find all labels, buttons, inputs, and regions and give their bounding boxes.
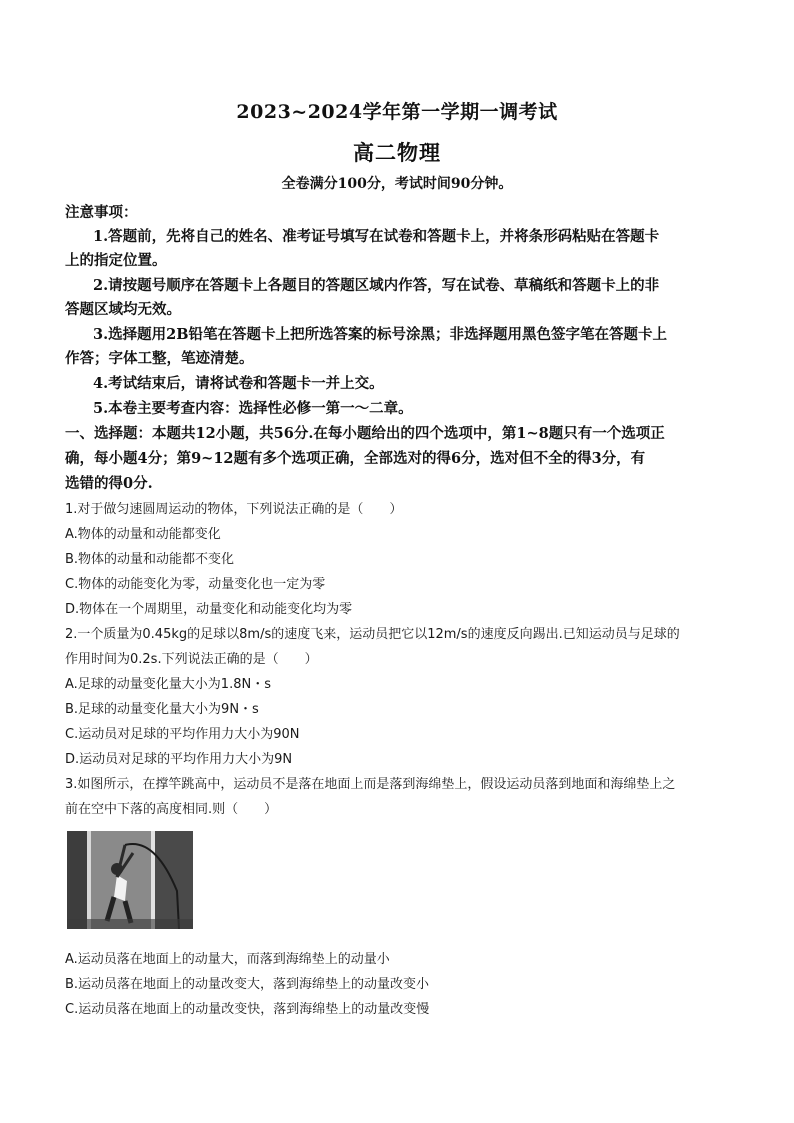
pole-vault-photo xyxy=(67,831,193,929)
question-2-option-d: D.运动员对足球的平均作用力大小为9N xyxy=(65,752,293,767)
note-line: 3.选择题用2B铅笔在答题卡上把所选答案的标号涂黑；非选择题用黑色签字笔在答题卡上 xyxy=(93,326,667,343)
note-line: 1.答题前，先将自己的姓名、准考证号填写在试卷和答题卡上，并将条形码粘贴在答题卡 xyxy=(93,228,660,245)
note-line: 2.请按题号顺序在答题卡上各题目的答题区域内作答，写在试卷、草稿纸和答题卡上的非 xyxy=(93,277,660,294)
question-2-stem: 2.一个质量为0.45kg的足球以8m/s的速度飞来，运动员把它以12m/s的速度反向踢出.已知运动员与足球的 xyxy=(65,627,680,642)
exam-title: 2023~2024学年第一学期一调考试 xyxy=(236,101,558,123)
question-2-option-b: B.足球的动量变化量大小为9N・s xyxy=(65,702,259,717)
note-line: 上的指定位置。 xyxy=(65,252,167,269)
section-instructions: 确，每小题4分；第9~12题有多个选项正确，全部选对的得6分，选对但不全的得3分，有 xyxy=(65,450,646,467)
question-1-option-d: D.物体在一个周期里，动量变化和动能变化均为零 xyxy=(65,602,353,617)
question-1-option-b: B.物体的动量和动能都不变化 xyxy=(65,552,235,567)
question-1-stem: 1.对于做匀速圆周运动的物体，下列说法正确的是（ ） xyxy=(65,502,403,517)
section-instructions: 一、选择题：本题共12小题，共56分.在每小题给出的四个选项中，第1~8题只有一个选项正 xyxy=(65,425,665,442)
question-3-option-a: A.运动员落在地面上的动量大，而落到海绵垫上的动量小 xyxy=(65,952,390,967)
pole-vault-illustration xyxy=(67,831,193,929)
question-3-option-c: C.运动员落在地面上的动量改变快，落到海绵垫上的动量改变慢 xyxy=(65,1002,430,1017)
note-line: 作答；字体工整，笔迹清楚。 xyxy=(65,350,254,367)
question-1-option-a: A.物体的动量和动能都变化 xyxy=(65,527,221,542)
question-2-option-c: C.运动员对足球的平均作用力大小为90N xyxy=(65,727,300,742)
question-3-option-b: B.运动员落在地面上的动量改变大，落到海绵垫上的动量改变小 xyxy=(65,977,430,992)
question-3-stem: 3.如图所示，在撑竿跳高中，运动员不是落在地面上而是落到海绵垫上，假设运动员落到地面和海绵垫上之 xyxy=(65,777,676,792)
note-line: 5.本卷主要考查内容：选择性必修一第一～二章。 xyxy=(93,400,413,417)
section-instructions: 选错的得0分. xyxy=(65,475,153,492)
question-3-stem: 前在空中下落的高度相同.则（ ） xyxy=(65,802,278,817)
subject-title: 高二物理 xyxy=(353,140,441,165)
score-time-note: 全卷满分100分，考试时间90分钟。 xyxy=(281,176,513,192)
note-line: 答题区域均无效。 xyxy=(65,301,181,318)
note-line: 4.考试结束后，请将试卷和答题卡一并上交。 xyxy=(93,375,384,392)
question-1-option-c: C.物体的动能变化为零，动量变化也一定为零 xyxy=(65,577,326,592)
question-2-option-a: A.足球的动量变化量大小为1.8N・s xyxy=(65,677,271,692)
notes-heading: 注意事项： xyxy=(65,204,138,221)
question-2-stem: 作用时间为0.2s.下列说法正确的是（ ） xyxy=(65,652,318,667)
